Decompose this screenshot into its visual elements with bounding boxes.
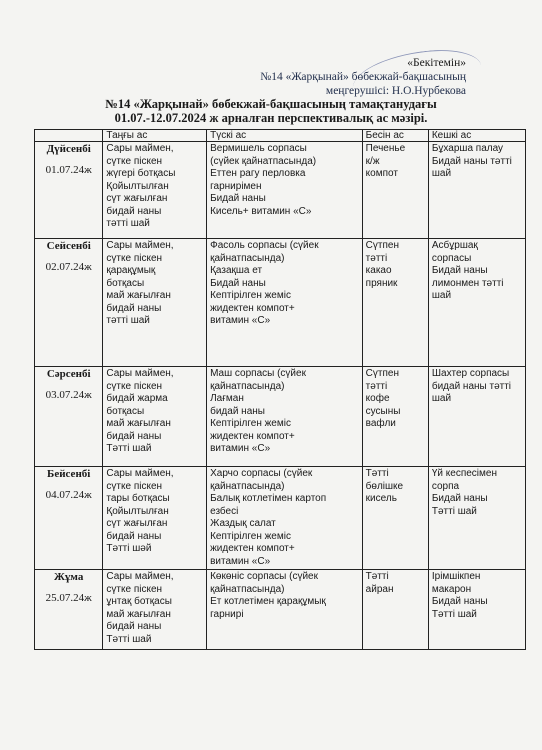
snack-cell [362, 239, 428, 367]
approval-heading: «Бекітемін» [407, 57, 466, 69]
menu-item-line: Сары маймен, [106, 368, 174, 379]
menu-item-line: к/ж [365, 155, 380, 167]
menu-item-line: Сары маймен, [106, 571, 174, 582]
menu-item-line: сорпа [431, 480, 460, 492]
menu-item-line: қарақұмық [106, 265, 156, 276]
menu-item-line: жидектен компот+ [210, 543, 295, 554]
menu-item-line: шай [431, 290, 452, 301]
approval-manager: меңгерушісі: Н.О.Нурбекова [325, 85, 466, 97]
menu-item-line: айран [365, 583, 394, 595]
menu-item-line: Балық котлетімен картоп [210, 493, 327, 504]
menu-item-line: сүтке піскен [106, 583, 163, 595]
table-row [35, 367, 526, 467]
menu-item-line: (сүйек қайнатпасында) [210, 155, 317, 167]
menu-item-line: Тәтті шәй [106, 543, 152, 554]
breakfast-cell [103, 467, 207, 570]
table-row [35, 570, 526, 650]
breakfast-cell [103, 570, 207, 650]
menu-item-line: тәтті [365, 252, 388, 264]
menu-item-line: қайнатпасында) [210, 252, 285, 264]
menu-item-line: ботқасы [106, 405, 145, 417]
menu-item-line: Фасоль сорпасы (сүйек [210, 240, 319, 251]
menu-item-line: гарнирі [210, 608, 244, 620]
menu-item-line: кофе [365, 393, 390, 404]
snack-cell [362, 142, 428, 239]
header-breakfast: Таңғы ас [103, 130, 207, 142]
menu-item-line: бидай жарма [106, 393, 168, 404]
day-name: Сейсенбі [46, 240, 91, 252]
menu-item-line: Кептірілген жеміс [210, 290, 291, 301]
menu-item-line: Еттен рагу перловка [210, 168, 306, 179]
lunch-cell [207, 467, 363, 570]
menu-item-line: Кисель+ витамин «С» [210, 205, 312, 217]
menu-item-line: тәтті шай [106, 218, 150, 229]
menu-item-line: бөлішке [365, 480, 404, 492]
menu-item-line: езбесі [210, 505, 239, 517]
day-cell [35, 467, 103, 570]
table-row [35, 142, 526, 239]
menu-item-line: какао [365, 265, 392, 276]
menu-item-line: Тәтті шай [106, 633, 152, 645]
menu-item-line: май жағылған [106, 418, 171, 429]
menu-item-line: Печенье [365, 143, 406, 154]
menu-item-line: Кептірілген жеміс [210, 530, 291, 542]
menu-item-line: Кептірілген жеміс [210, 418, 291, 429]
day-date: 25.07.24ж [45, 592, 92, 604]
menu-item-line: қайнатпасында) [210, 380, 285, 392]
menu-item-line: Көкөніс сорпасы (сүйек [210, 571, 318, 582]
menu-item-line: тары ботқасы [106, 493, 170, 504]
day-date: 01.07.24ж [45, 164, 92, 176]
menu-item-line: вафли [365, 418, 396, 429]
menu-item-line: Асбұршақ [431, 240, 478, 251]
snack-cell [362, 467, 428, 570]
menu-item-line: Бидай наны [431, 493, 488, 504]
menu-item-line: Тәтті шай [431, 505, 477, 517]
menu-item-line: бидай наны [106, 430, 162, 442]
approval-organization: №14 «Жарқынай» бөбекжай-бақшасының [260, 71, 466, 83]
menu-item-line: лимонмен тәтті [431, 277, 504, 289]
dinner-cell [428, 239, 525, 367]
dinner-cell [428, 142, 525, 239]
lunch-cell [207, 570, 363, 650]
lunch-cell [207, 239, 363, 367]
menu-item-line: сүт жағылған [106, 193, 168, 204]
dinner-cell [428, 367, 525, 467]
day-date: 03.07.24ж [45, 389, 92, 401]
document-title: №14 «Жарқынай» бөбекжай-бақшасының тамақтанудағы [105, 97, 437, 111]
table-row [35, 467, 526, 570]
menu-item-line: май жағылған [106, 608, 171, 620]
header-snack: Бесін ас [362, 130, 428, 142]
menu-item-line: Үй кеспесімен [431, 468, 497, 479]
menu-item-line: сүт жағылған [106, 518, 168, 529]
menu-item-line: тәтті шай [106, 315, 150, 326]
day-cell [35, 239, 103, 367]
day-cell [35, 367, 103, 467]
menu-item-line: Бидай наны [431, 596, 488, 607]
menu-item-line: Харчо сорпасы (сүйек [210, 468, 313, 479]
menu-item-line: витамин «С» [210, 555, 271, 567]
menu-item-line: Бидай наны [431, 265, 488, 276]
menu-item-line: Сүтпен [365, 368, 399, 379]
snack-cell [362, 570, 428, 650]
menu-item-line: Қойылтылған [106, 180, 169, 192]
menu-item-line: сүтке піскен [106, 380, 163, 392]
menu-item-line: шай [431, 168, 452, 179]
menu-item-line: кисель [365, 493, 397, 504]
menu-item-line: Маш сорпасы (сүйек [210, 368, 306, 379]
menu-item-line: сүтке піскен [106, 252, 163, 264]
table-header-row [35, 130, 526, 142]
snack-cell [362, 367, 428, 467]
menu-item-line: Шахтер сорпасы [431, 368, 510, 379]
menu-item-line: Сары маймен, [106, 240, 174, 251]
lunch-cell [207, 367, 363, 467]
header-lunch: Түскі ас [207, 130, 363, 142]
menu-item-line: Қойылтылған [106, 505, 169, 517]
menu-item-line: бидай наны [106, 205, 162, 217]
menu-item-line: Сары маймен, [106, 143, 174, 154]
breakfast-cell [103, 367, 207, 467]
menu-item-line: витамин «С» [210, 315, 271, 326]
menu-item-line: Бұхарша палау [431, 143, 504, 154]
menu-item-line: сусыны [365, 405, 401, 417]
menu-item-line: бидай наны [106, 621, 162, 632]
menu-item-line: қайнатпасында) [210, 480, 285, 492]
day-cell [35, 570, 103, 650]
menu-item-line: компот [365, 168, 398, 179]
lunch-cell [207, 142, 363, 239]
menu-item-line: бидай наны тәтті [431, 380, 512, 392]
menu-item-line: Вермишель сорпасы [210, 143, 307, 154]
day-name: Жұма [54, 571, 84, 583]
header-dinner: Кешкі ас [428, 130, 525, 142]
menu-table-body [35, 142, 526, 650]
menu-item-line: сорпасы [431, 252, 472, 264]
menu-item-line: Сары маймен, [106, 468, 174, 479]
menu-item-line: шай [431, 393, 452, 404]
day-date: 04.07.24ж [45, 489, 92, 501]
day-name: Дүйсенбі [46, 143, 91, 155]
menu-item-line: сүтке піскен [106, 155, 163, 167]
menu-item-line: Бидай наны тәтті [431, 155, 512, 167]
menu-item-line: пряник [365, 277, 398, 289]
breakfast-cell [103, 239, 207, 367]
menu-item-line: макарон [431, 583, 472, 595]
breakfast-cell [103, 142, 207, 239]
day-date: 02.07.24ж [45, 261, 92, 273]
menu-item-line: қайнатпасында) [210, 583, 285, 595]
menu-item-line: Тәтті [365, 468, 389, 479]
menu-item-line: Ірімшікпен [431, 571, 481, 582]
day-cell [35, 142, 103, 239]
menu-item-line: жидектен компот+ [210, 302, 295, 314]
menu-item-line: Тәтті шай [106, 443, 152, 454]
menu-item-line: жидектен компот+ [210, 430, 295, 442]
approval-block [260, 56, 466, 98]
menu-item-line: гарнирімен [210, 180, 262, 192]
menu-item-line: Жаздық салат [210, 518, 276, 529]
menu-item-line: ботқасы [106, 277, 145, 289]
menu-item-line: Қазақша ет [210, 265, 263, 276]
dinner-cell [428, 570, 525, 650]
menu-item-line: Ет котлетімен қарақұмық [210, 596, 326, 607]
menu-item-line: жүгері ботқасы [106, 168, 176, 179]
menu-item-line: ұнтақ ботқасы [106, 596, 172, 607]
table-row [35, 239, 526, 367]
document-subtitle: 01.07.-12.07.2024 ж арналған перспективалық ас мәзірі. [114, 111, 428, 125]
menu-item-line: Бидай наны [210, 193, 266, 204]
menu-item-line: сүтке піскен [106, 480, 163, 492]
menu-item-line: Тәтті [365, 571, 389, 582]
dinner-cell [428, 467, 525, 570]
menu-item-line: Лағман [210, 393, 244, 404]
menu-item-line: Тәтті шай [431, 608, 477, 620]
day-name: Сәрсенбі [46, 368, 91, 380]
day-name: Бейсенбі [47, 468, 91, 480]
menu-item-line: бидай наны [210, 405, 265, 417]
menu-item-line: бидай наны [106, 530, 162, 542]
menu-item-line: бидай наны [106, 302, 162, 314]
menu-item-line: Сүтпен [365, 240, 399, 251]
menu-item-line: витамин «С» [210, 443, 271, 454]
header-day [35, 130, 103, 142]
menu-item-line: май жағылған [106, 290, 171, 301]
menu-item-line: Бидай наны [210, 277, 266, 289]
menu-item-line: тәтті [365, 380, 388, 392]
menu-table [34, 129, 526, 650]
